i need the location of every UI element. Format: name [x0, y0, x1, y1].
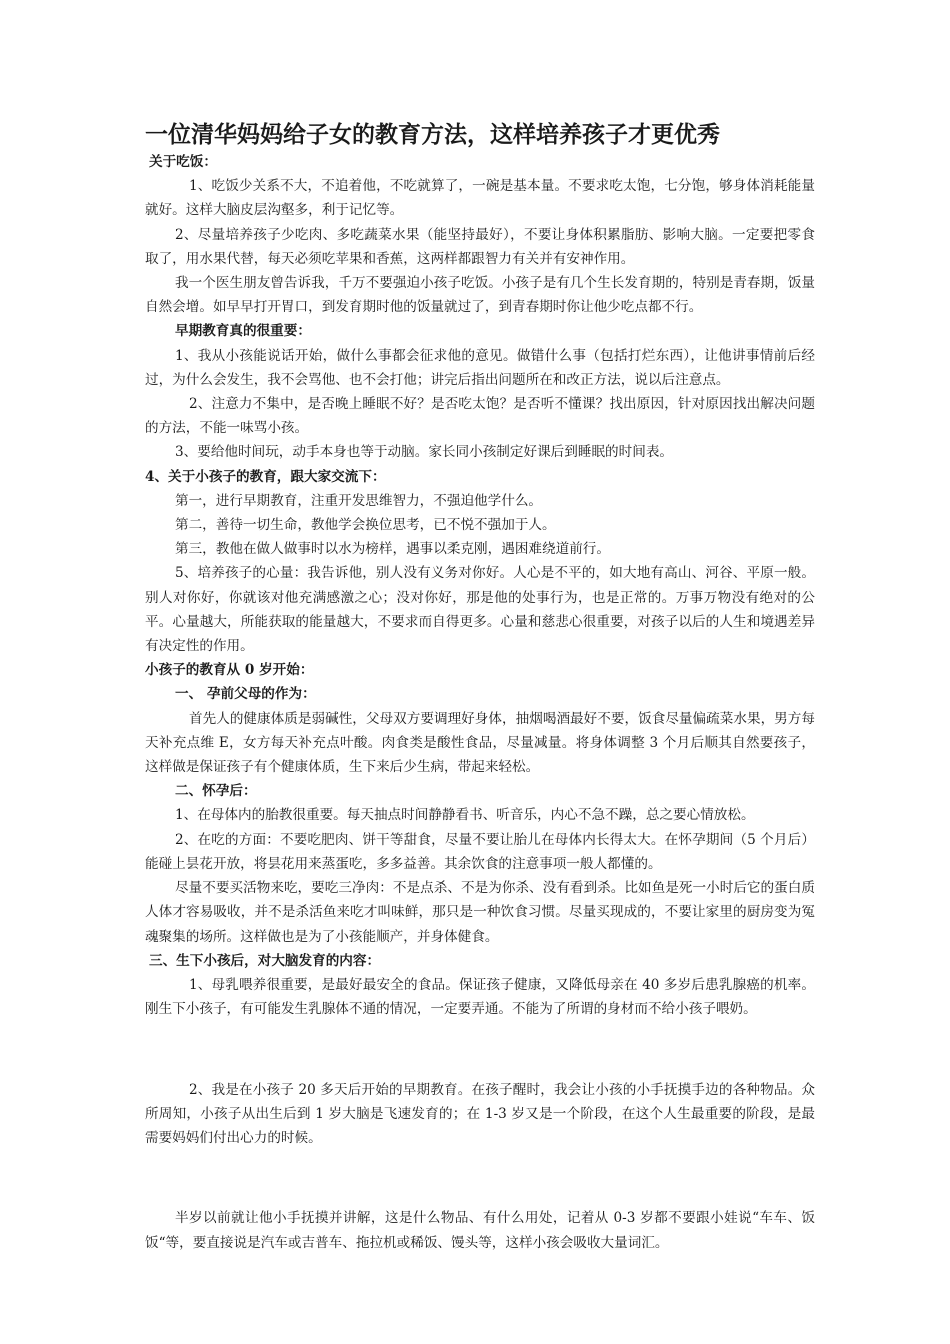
- section-heading: 三、生下小孩后，对大脑发育的内容：: [149, 952, 381, 969]
- paragraph: 尽量不要买活物来吃，要吃三净肉：不是点杀、不是为你杀、没有看到杀。比如鱼是死一小时后它的蛋白质人体才容易吸收，并不是杀活鱼来吃才叫味鲜，那只是一种饮食习惯。尽量买现成的，不要让家里的厨房变为冤魂聚集的场所。这样做也是为了小孩能顺产，并身体健食。: [145, 880, 815, 945]
- paragraph: 2、我是在小孩子 20 多天后开始的早期教育。在孩子醒时，我会让小孩的小手抚摸手边的各种物品。众所周知，小孩子从出生后到 1 岁大脑是飞速发育的；在 1-3 岁又是一个阶段，在这个人生最重要的阶段，是最需要妈妈们付出心力的时候。: [145, 1081, 815, 1146]
- paragraph: 我一个医生朋友曾告诉我，千万不要强迫小孩子吃饭。小孩子是有几个生长发育期的，特别是青春期，饭量自然会增。如早早打开胃口，到发育期时他的饭量就过了，到青春期时你让他少吃点都不行。: [145, 275, 815, 316]
- section-heading: 关于吃饭：: [149, 154, 217, 170]
- paragraph: 首先人的健康体质是弱碱性，父母双方要调理好身体，抽烟喝酒最好不要，饭食尽量偏疏菜水果，男方每天补充点维 E，女方每天补充点叶酸。肉食类是酸性食品，尽量减量。将身体调整 3 个月后顺其自然要孩子，这样做是保证孩子有个健康体质，生下来后少生病，带起来轻松。: [145, 710, 815, 776]
- paragraph: 5、培养孩子的心量：我告诉他，别人没有义务对你好。人心是不平的，如大地有高山、河谷、平原一般。别人对你好，你就该对他充满感激之心；没对你好，那是他的处事行为，也是正常的。万事万物没有绝对的公平。心量越大，所能获取的能量越大，不要求而自得更多。心量和慈悲心很重要，对孩子以后的人生和境遇差异有决定性的作用。: [145, 565, 815, 655]
- paragraph: 2、在吃的方面：不要吃肥肉、饼干等甜食，尽量不要让胎儿在母体内长得太大。在怀孕期间（5 个月后）能碰上昙花开放，将昙花用来蒸蛋吃，多多益善。其余饮食的注意事项一般人都懂的。: [145, 831, 815, 872]
- section-heading: 一、 孕前父母的作为：: [175, 686, 316, 703]
- section-heading: 早期教育真的很重要：: [175, 323, 311, 340]
- document-body: [145, 150, 815, 1255]
- paragraph: 第一，进行早期教育，注重开发思维智力，不强迫他学什么。: [175, 492, 543, 509]
- blank-line: [145, 1166, 815, 1190]
- paragraph: 半岁以前就让他小手抚摸并讲解，这是什么物品、有什么用处，记着从 0-3 岁都不要跟小娃说“车车、饭饭“等，要直接说是汽车或吉普车、拖拉机或稀饭、馒头等，这样小孩会吸收大量词汇。: [145, 1210, 815, 1251]
- paragraph: 第二，善待一切生命，教他学会换位思考，已不悦不强加于人。: [175, 517, 556, 534]
- paragraph: 第三，教他在做人做事时以水为榜样，遇事以柔克刚，遇困难绕道前行。: [175, 541, 610, 558]
- paragraph: 1、母乳喂养很重要，是最好最安全的食品。保证孩子健康，又降低母亲在 40 多岁后患乳腺癌的机率。刚生下小孩子，有可能发生乳腺体不通的情况，一定要弄通。不能为了所谓的身材而不给小孩子喂奶。: [145, 976, 815, 1018]
- paragraph: 2、注意力不集中，是否晚上睡眠不好？是否吃太饱？是否听不懂课？找出原因，针对原因找出解决问题的方法，不能一味骂小孩。: [145, 396, 815, 437]
- document-title: 一位清华妈妈给子女的教育方法，这样培养孩子才更优秀: [145, 121, 720, 148]
- paragraph: 3、要给他时间玩，动手本身也等于动脑。家长同小孩制定好课后到睡眠的时间表。: [175, 444, 674, 461]
- section-heading: 二、怀孕后：: [175, 783, 257, 800]
- paragraph: 1、吃饭少关系不大，不追着他，不吃就算了，一碗是基本量。不要求吃太饱，七分饱，够身体消耗能量就好。这样大脑皮层沟壑多，利于记忆等。: [145, 178, 815, 219]
- paragraph: 1、我从小孩能说话开始，做什么事都会征求他的意见。做错什么事（包括打烂东西），让他讲事情前后经过，为什么会发生，我不会骂他、也不会打他；讲完后指出问题所在和改正方法，说以后注意点。: [145, 347, 815, 388]
- paragraph: 1、在母体内的胎教很重要。每天抽点时间静静看书、听音乐，内心不急不躁，总之要心情放松。: [175, 807, 755, 824]
- section-heading: 小孩子的教育从 0 岁开始：: [145, 662, 314, 679]
- blank-line: [145, 1037, 815, 1061]
- section-heading: 4、关于小孩子的教育，跟大家交流下：: [145, 468, 386, 485]
- paragraph: 2、尽量培养孩子少吃肉、多吃蔬菜水果（能坚持最好），不要让身体积累脂肪、影响大脑。一定要把零食取了，用水果代替，每天必须吃苹果和香蕉，这两样都跟智力有关并有安神作用。: [145, 226, 815, 267]
